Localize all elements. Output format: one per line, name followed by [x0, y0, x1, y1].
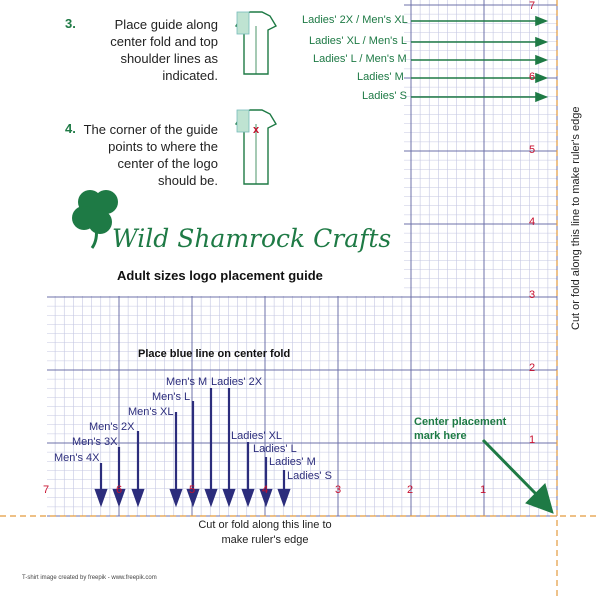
bottom-arrowhead [243, 490, 253, 504]
step-4-line: points to where the [108, 139, 218, 154]
ruler-number-vertical: 2 [529, 362, 536, 374]
center-pointer-arrow [483, 440, 553, 513]
bottom-size-label: Ladies' XL [231, 430, 283, 442]
step-3-line: indicated. [162, 68, 218, 83]
bottom-size-label: Ladies' L [253, 443, 297, 455]
page-title: Adult sizes logo placement guide [117, 268, 323, 283]
brand-logo-text: Wild Shamrock Crafts [112, 224, 392, 253]
bottom-arrowhead [224, 490, 234, 504]
ruler-number-horizontal: 7 [43, 484, 50, 496]
top-size-label: Ladies' XL / Men's L [309, 35, 407, 47]
ruler-number-vertical: 6 [529, 71, 536, 83]
bottom-size-label: Men's XL [128, 406, 174, 418]
bottom-arrowhead [279, 490, 289, 504]
ruler-number-horizontal: 4 [262, 484, 269, 496]
step-3-text [110, 16, 218, 84]
bottom-size-label: Men's 3X [72, 436, 118, 448]
top-arrowhead [536, 56, 546, 64]
ruler-number-vertical: 3 [529, 289, 536, 301]
placement-marker: x [253, 124, 260, 136]
tshirt-icon-1 [236, 12, 276, 74]
image-credit: T-shirt image created by freepik - www.freepik.com [22, 575, 157, 581]
bottom-size-label: Ladies' 2X [211, 376, 263, 388]
step-4-line: should be. [158, 173, 218, 188]
top-arrowhead [536, 93, 546, 101]
bottom-size-label: Men's M [166, 376, 208, 388]
bottom-size-label: Ladies' M [269, 456, 316, 468]
bottom-arrowhead [171, 490, 181, 504]
cut-label-bottom-line: Cut or fold along this line to [198, 519, 332, 531]
ruler-number-horizontal: 1 [480, 484, 487, 496]
bottom-size-label: Men's 2X [89, 421, 135, 433]
top-size-arrows [411, 17, 546, 101]
tshirt-icon-2 [236, 110, 276, 184]
left-heading: Place blue line on center fold [138, 348, 291, 360]
center-placement-label [414, 415, 506, 443]
center-placement-line: Center placement [414, 416, 507, 428]
top-size-label: Ladies' S [362, 90, 407, 102]
step-4-number: 4. [65, 121, 76, 136]
cut-label-right: Cut or fold along this line to make ruler's edge [570, 106, 582, 330]
ruler-number-horizontal: 5 [189, 484, 196, 496]
step-3-line: shoulder lines as [120, 51, 218, 66]
ruler-number-vertical: 7 [529, 0, 536, 12]
top-arrowhead [536, 38, 546, 46]
top-size-label: Ladies' L / Men's M [313, 53, 407, 65]
ruler-number-horizontal: 2 [407, 484, 414, 496]
center-placement-line: mark here [414, 430, 467, 442]
step-4-line: center of the logo [117, 156, 218, 171]
step-4-line: The corner of the guide [83, 122, 218, 137]
bottom-arrowhead [206, 490, 216, 504]
top-arrowhead [536, 17, 546, 25]
step-4-text [84, 121, 218, 189]
step-3-number: 3. [65, 16, 76, 31]
top-arrowhead [536, 74, 546, 82]
ruler-number-horizontal: 3 [335, 484, 342, 496]
ruler-number-vertical: 4 [529, 216, 536, 228]
bottom-arrowhead [96, 490, 106, 504]
cut-label-bottom [190, 518, 340, 548]
cut-label-bottom-line: make ruler's edge [221, 534, 309, 546]
top-size-label: Ladies' M [357, 71, 404, 83]
bottom-arrowhead [133, 490, 143, 504]
bottom-size-label: Men's 4X [54, 452, 100, 464]
bottom-size-label: Men's L [152, 391, 191, 403]
ruler-number-horizontal: 6 [116, 484, 123, 496]
ruler-number-vertical: 1 [529, 434, 536, 446]
top-size-label: Ladies' 2X / Men's XL [302, 14, 408, 26]
ruler-number-vertical: 5 [529, 144, 536, 156]
bottom-size-label: Ladies' S [287, 470, 332, 482]
step-3-line: Place guide along [114, 17, 218, 32]
step-3-line: center fold and top [110, 34, 218, 49]
